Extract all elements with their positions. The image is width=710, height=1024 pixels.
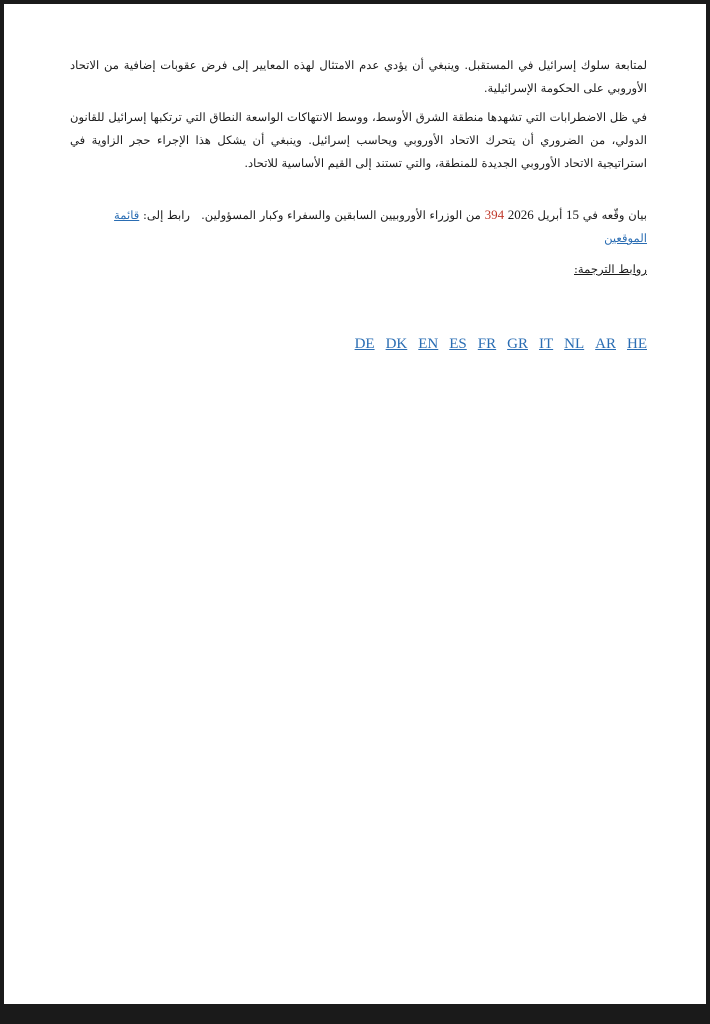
lang-link-it[interactable]: IT xyxy=(538,336,554,352)
lang-link-fr[interactable]: FR xyxy=(477,336,497,352)
document-page xyxy=(4,4,706,1004)
signatories-statement xyxy=(70,203,647,250)
link-prefix: رابط إلى: xyxy=(142,208,191,222)
paragraph-1: لمتابعة سلوك إسرائيل في المستقبل. وينبغي أن يؤدي عدم الامتثال لهذه المعايير إلى فرض عقوبات إضافية من الاتحاد الأوروبي على الحكومة الإسرائيلية. xyxy=(70,58,647,95)
lang-link-gr[interactable]: GR xyxy=(507,336,528,352)
statement-year: 2026 xyxy=(507,207,534,222)
lang-link-he[interactable]: HE xyxy=(627,336,647,352)
statement-prefix: بيان وقّعه في xyxy=(582,208,647,222)
statement-day: 15 xyxy=(566,207,579,222)
lang-link-de[interactable]: DE xyxy=(354,336,375,352)
translation-links xyxy=(304,336,647,353)
lang-link-nl[interactable]: NL xyxy=(564,336,585,352)
signatories-list-link[interactable]: قائمة الموقعين xyxy=(114,208,647,245)
signatory-count: 394 xyxy=(484,207,505,222)
statement-month: أبريل xyxy=(537,208,563,222)
document-body xyxy=(70,54,647,281)
lang-link-ar[interactable]: AR xyxy=(595,336,616,352)
lang-link-dk[interactable]: DK xyxy=(385,336,408,352)
lang-link-en[interactable]: EN xyxy=(418,336,439,352)
lang-link-es[interactable]: ES xyxy=(449,336,467,352)
paragraph-2: في ظل الاضطرابات التي تشهدها منطقة الشرق الأوسط، ووسط الانتهاكات الواسعة النطاق التي ترتكبها إسرائيل للقانون الدولي، من الضروري أن يتحرك الاتحاد الأوروبي ويحاسب إسرائيل. وينبغي أن يشكل هذا الإجراء حجر الزاوية في استراتيجية الاتحاد الأوروبي الجديدة للمنطقة، والتي تستند إلى القيم الأساسية للاتحاد. xyxy=(70,110,647,170)
translation-links-title: روابط الترجمة: xyxy=(574,262,647,276)
statement-suffix: من الوزراء الأوروبيين السابقين والسفراء وكبار المسؤولين. xyxy=(201,208,481,222)
